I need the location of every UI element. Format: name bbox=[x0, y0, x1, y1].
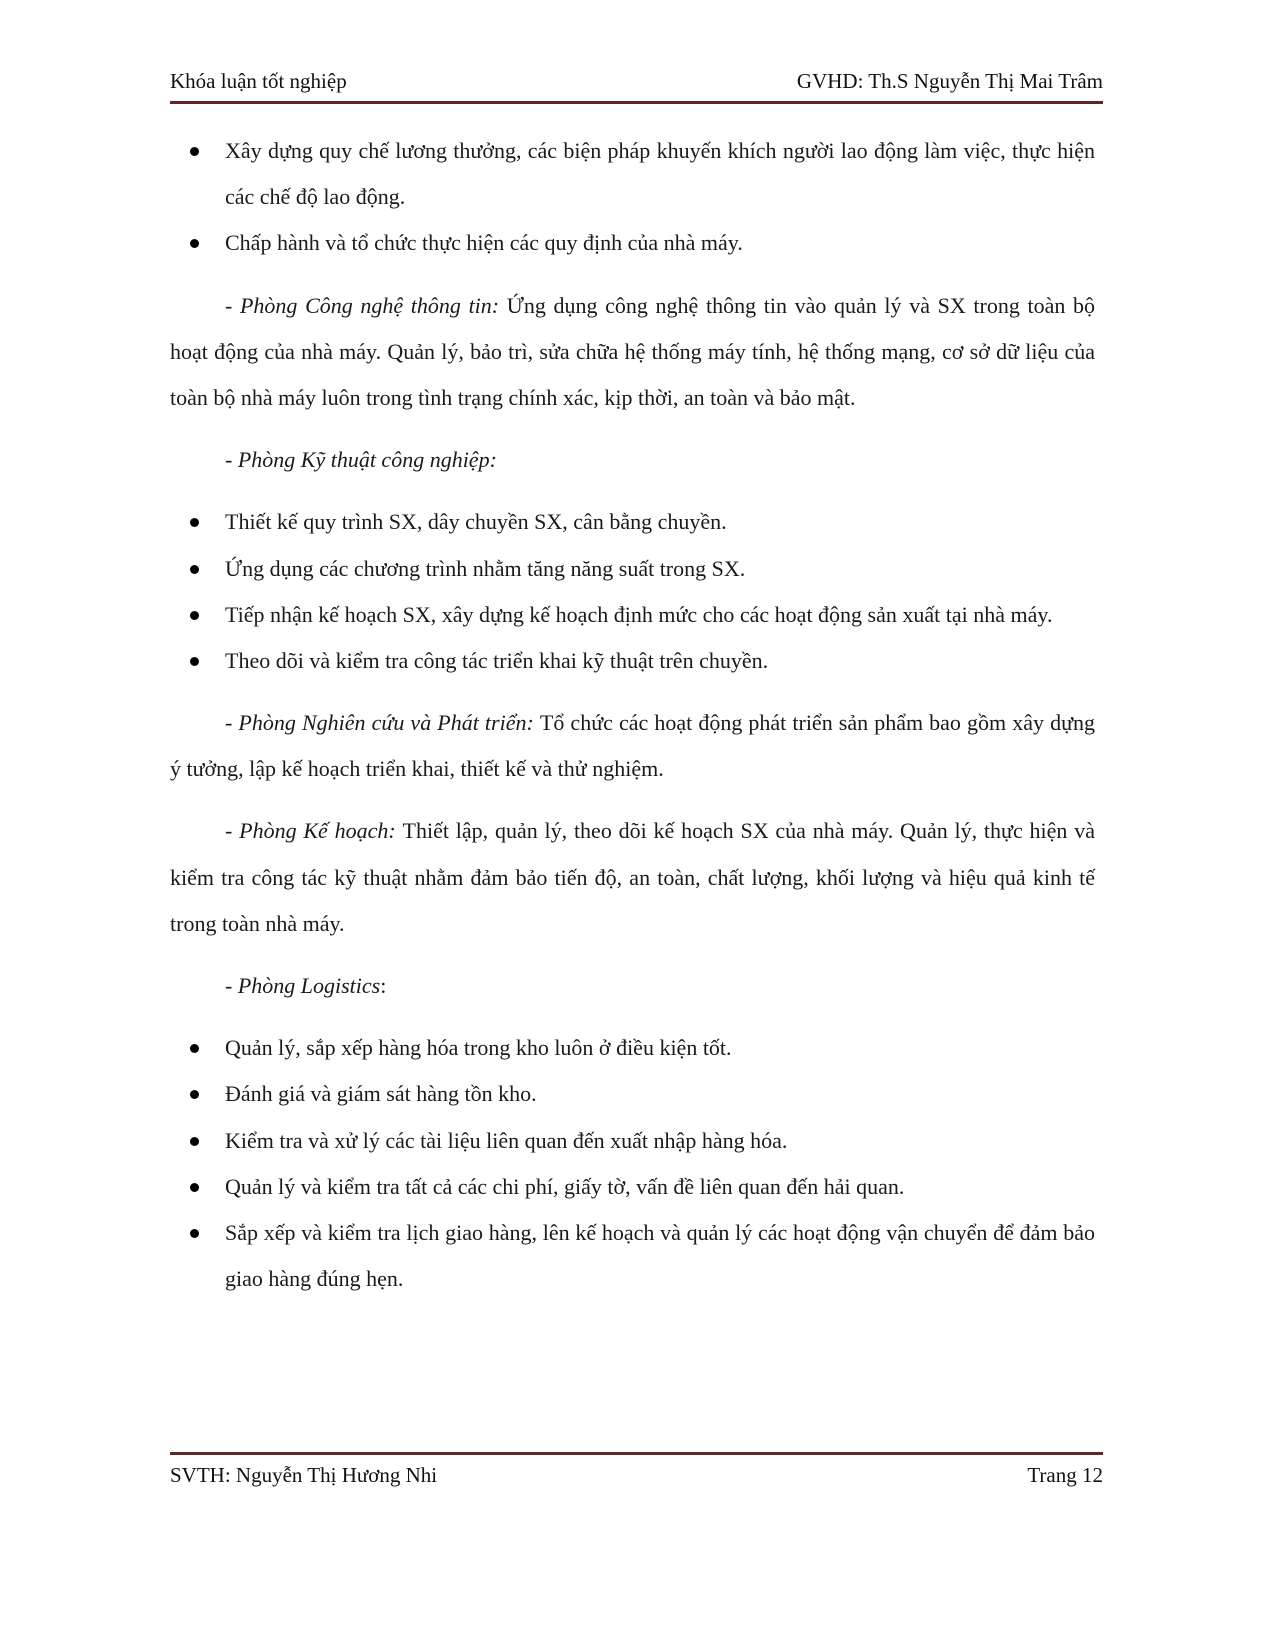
footer-right-text: Trang 12 bbox=[1027, 1463, 1103, 1487]
bullet-dot-icon bbox=[190, 1090, 199, 1099]
page-header bbox=[170, 68, 1103, 95]
header-left-text: Khóa luận tốt nghiệp bbox=[170, 69, 347, 93]
bullet-dot-icon bbox=[190, 1044, 199, 1053]
bullet-item bbox=[170, 128, 1095, 220]
page-footer bbox=[170, 1462, 1103, 1489]
text-segment: Sắp xếp và kiểm tra lịch giao hàng, lên kế hoạch và quản lý các hoạt động vận chuyển để đảm bảo giao hàng đúng hẹn. bbox=[225, 1219, 1095, 1292]
italic-segment: - Phòng Kỹ thuật công nghiệp: bbox=[225, 447, 497, 473]
bullet-dot-icon bbox=[190, 565, 199, 574]
bullet-item bbox=[170, 1025, 1095, 1071]
document-body bbox=[170, 128, 1095, 1302]
paragraph bbox=[170, 437, 1095, 483]
text-segment: Ứng dụng công nghệ thông tin vào quản lý và SX trong toàn bộ hoạt động của nhà máy. Quản lý, bảo trì, sửa chữa hệ thống máy tính, hệ thống mạng, cơ sở dữ liệu của toàn bộ nhà máy luôn trong tình trạng chính xác, kịp thời, an toàn và bảo mật. bbox=[170, 292, 1095, 410]
text-segment: Quản lý và kiểm tra tất cả các chi phí, giấy tờ, vấn đề liên quan đến hải quan. bbox=[225, 1173, 905, 1199]
bullet-dot-icon bbox=[190, 611, 199, 620]
bullet-dot-icon bbox=[190, 1137, 199, 1146]
bullet-item bbox=[170, 638, 1095, 684]
text-segment: Đánh giá và giám sát hàng tồn kho. bbox=[225, 1081, 537, 1107]
bullet-item bbox=[170, 1071, 1095, 1117]
text-segment: Kiểm tra và xử lý các tài liệu liên quan đến xuất nhập hàng hóa. bbox=[225, 1127, 788, 1153]
paragraph bbox=[170, 808, 1095, 947]
bullet-item bbox=[170, 220, 1095, 266]
header-right-text: GVHD: Th.S Nguyễn Thị Mai Trâm bbox=[796, 69, 1103, 93]
bullet-dot-icon bbox=[190, 1229, 199, 1238]
italic-segment: - Phòng Công nghệ thông tin: bbox=[225, 292, 507, 318]
text-segment: Tổ chức các hoạt động phát triển sản phẩm bao gồm xây dựng ý tưởng, lập kế hoạch triển khai, thiết kế và thử nghiệm. bbox=[170, 710, 1095, 782]
text-segment: Thiết lập, quản lý, theo dõi kế hoạch SX của nhà máy. Quản lý, thực hiện và kiểm tra công tác kỹ thuật nhằm đảm bảo tiến độ, an toàn, chất lượng, khối lượng và hiệu quả kinh tế trong toàn nhà máy. bbox=[170, 818, 1095, 936]
bullet-item bbox=[170, 546, 1095, 592]
text-segment: Ứng dụng các chương trình nhằm tăng năng suất trong SX. bbox=[225, 555, 746, 581]
bullet-item bbox=[170, 1210, 1095, 1302]
text-segment: Theo dõi và kiểm tra công tác triển khai kỹ thuật trên chuyền. bbox=[225, 647, 769, 673]
text-segment: Tiếp nhận kế hoạch SX, xây dựng kế hoạch định mức cho các hoạt động sản xuất tại nhà máy. bbox=[225, 601, 1053, 627]
italic-segment: - Phòng Kế hoạch: bbox=[225, 818, 403, 844]
italic-segment: - Phòng Nghiên cứu và Phát triển: bbox=[225, 710, 540, 736]
paragraph bbox=[170, 700, 1095, 792]
bullet-dot-icon bbox=[190, 239, 199, 248]
text-segment: Xây dựng quy chế lương thưởng, các biện pháp khuyến khích người lao động làm việc, thực hiện các chế độ lao động. bbox=[225, 138, 1095, 210]
bullet-dot-icon bbox=[190, 147, 199, 156]
text-segment: Chấp hành và tổ chức thực hiện các quy định của nhà máy. bbox=[225, 230, 743, 256]
bullet-dot-icon bbox=[190, 657, 199, 666]
bullet-item bbox=[170, 1164, 1095, 1210]
bullet-dot-icon bbox=[190, 1183, 199, 1192]
paragraph bbox=[170, 283, 1095, 422]
text-segment: Thiết kế quy trình SX, dây chuyền SX, cân bằng chuyền. bbox=[225, 509, 727, 535]
paragraph bbox=[170, 963, 1095, 1009]
bullet-item bbox=[170, 1118, 1095, 1164]
text-segment: Quản lý, sắp xếp hàng hóa trong kho luôn ở điều kiện tốt. bbox=[225, 1035, 732, 1061]
header-rule bbox=[170, 101, 1103, 104]
bullet-item bbox=[170, 499, 1095, 545]
footer-rule bbox=[170, 1452, 1103, 1455]
footer-left-text: SVTH: Nguyễn Thị Hương Nhi bbox=[170, 1463, 438, 1487]
bullet-item bbox=[170, 592, 1095, 638]
italic-segment: - Phòng Logistics bbox=[225, 973, 381, 998]
text-segment: : bbox=[380, 973, 387, 998]
bullet-dot-icon bbox=[190, 518, 199, 527]
